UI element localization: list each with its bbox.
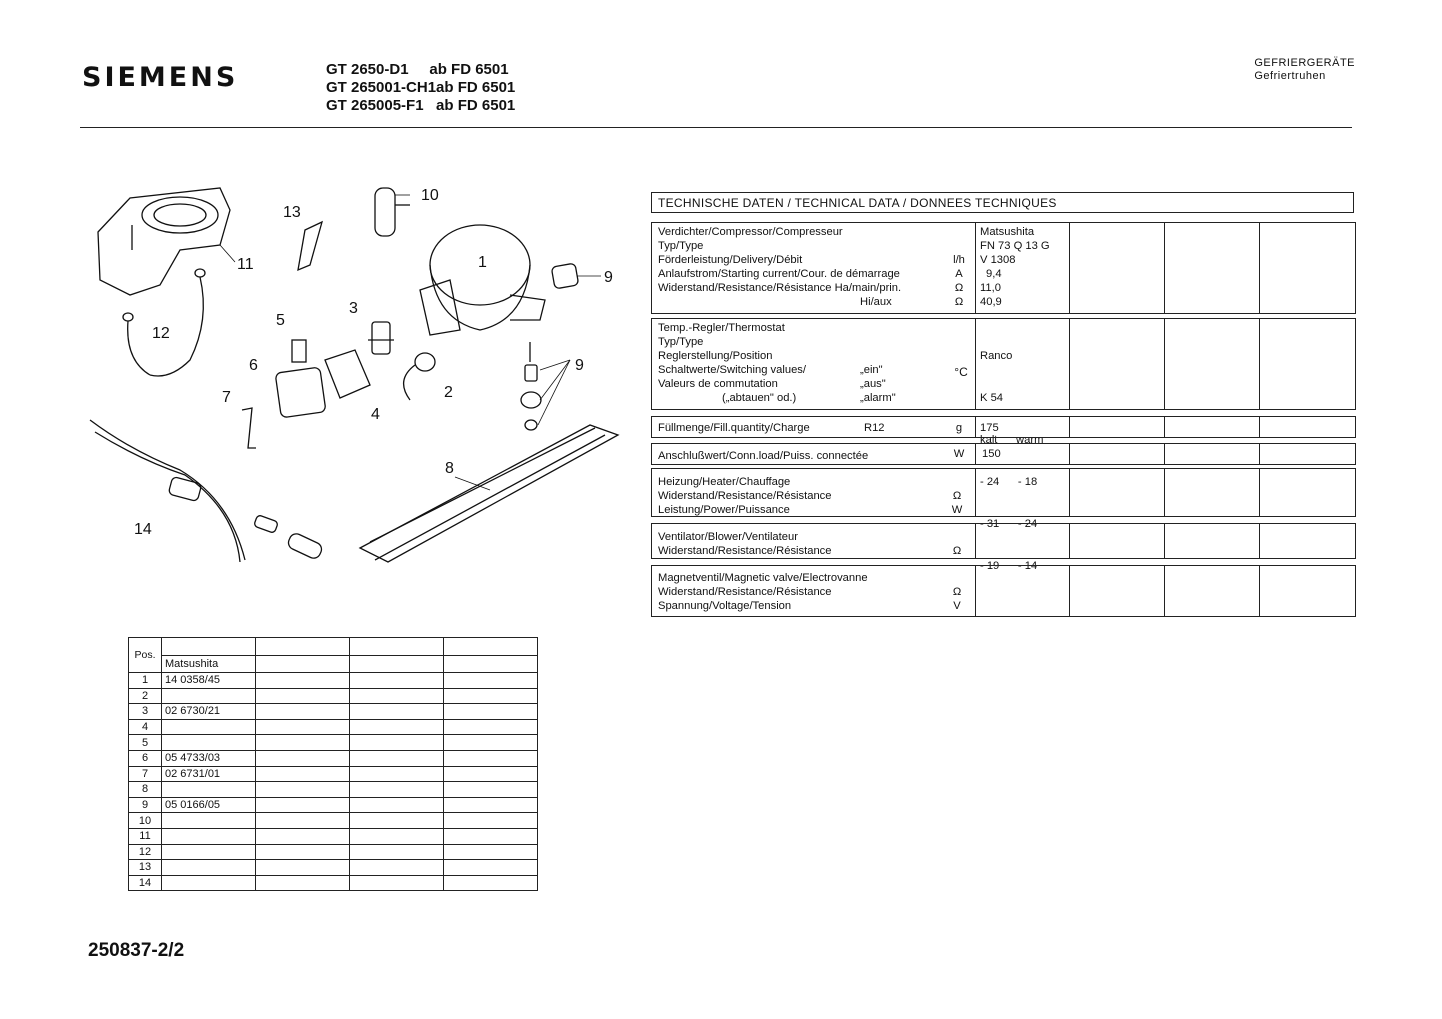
empty-cell — [350, 782, 444, 798]
pos-cell: 8 — [129, 782, 162, 798]
col-divider — [1259, 319, 1260, 409]
terminal-part-4 — [325, 350, 370, 398]
empty-cell — [350, 719, 444, 735]
value: FN 73 Q 13 G — [980, 240, 1050, 252]
row-label: Förderleistung/Delivery/Débit — [658, 254, 803, 266]
table-row — [129, 750, 538, 766]
grommet-part-9-top — [551, 263, 578, 289]
table-row — [129, 688, 538, 704]
row-label: Magnetventil/Magnetic valve/Electrovanne — [658, 572, 868, 584]
part-number-cell: 05 4733/03 — [162, 750, 256, 766]
empty-cell — [256, 766, 350, 782]
empty-cell — [256, 750, 350, 766]
part-number-cell: 05 0166/05 — [162, 797, 256, 813]
part-number-cell — [162, 828, 256, 844]
callout-4: 4 — [371, 406, 380, 423]
col-divider — [1164, 444, 1165, 464]
category-label — [1254, 57, 1355, 83]
pos-cell: 3 — [129, 704, 162, 720]
bracket-part-13 — [298, 222, 322, 270]
unit: V — [953, 600, 961, 612]
header-cell — [350, 638, 444, 656]
part-number-cell — [162, 735, 256, 751]
empty-cell — [350, 735, 444, 751]
col-divider — [1259, 223, 1260, 313]
row-label: Widerstand/Resistance/Résistance — [658, 545, 832, 557]
empty-cell — [444, 766, 538, 782]
housing-part-11 — [98, 188, 230, 295]
valve-block — [651, 565, 1356, 617]
pos-cell: 2 — [129, 688, 162, 704]
unit — [946, 571, 968, 585]
header-cell — [444, 638, 538, 656]
table-row — [129, 782, 538, 798]
pos-cell: 9 — [129, 797, 162, 813]
blower-units — [946, 530, 968, 558]
fill-value: 175 — [980, 422, 999, 434]
empty-cell — [444, 719, 538, 735]
row-label: Ventilator/Blower/Ventilateur — [658, 531, 798, 543]
empty-cell — [444, 688, 538, 704]
part-number-cell — [162, 875, 256, 891]
callout-6: 6 — [249, 357, 258, 374]
spring-part-7 — [242, 408, 256, 448]
unit — [946, 475, 968, 489]
col-divider — [1069, 469, 1070, 516]
table-row — [129, 813, 538, 829]
sensor-part-12 — [123, 269, 205, 376]
col-divider — [1259, 417, 1260, 437]
valve-units — [946, 571, 968, 613]
row-label: Verdichter/Compressor/Compresseur — [658, 226, 843, 238]
state: „ein" — [860, 364, 883, 376]
header-cell — [350, 656, 444, 673]
col-divider — [975, 444, 976, 464]
empty-cell — [256, 704, 350, 720]
callout-1: 1 — [478, 254, 487, 271]
pos-cell: 14 — [129, 875, 162, 891]
col-divider — [975, 469, 976, 516]
empty-cell — [256, 813, 350, 829]
empty-cell — [350, 875, 444, 891]
row-label: Hi/aux — [860, 296, 892, 308]
value: K 54 — [980, 392, 1004, 404]
part-number-cell — [162, 844, 256, 860]
empty-cell — [444, 704, 538, 720]
compressor-block — [651, 222, 1356, 314]
row-label: Reglerstellung/Position — [658, 350, 773, 362]
parts-table — [128, 637, 538, 891]
supplier-header: Matsushita — [162, 656, 256, 673]
row-label: Widerstand/Resistance/Résistance Ha/main/prin. — [658, 282, 902, 294]
parts-table-wrap — [128, 637, 538, 891]
table-row — [129, 844, 538, 860]
part-number-cell: 02 6731/01 — [162, 766, 256, 782]
hardware-part-9 — [521, 342, 541, 430]
row-label: Spannung/Voltage/Tension — [658, 600, 792, 612]
unit — [948, 225, 970, 239]
parts-table-body — [129, 673, 538, 891]
compressor-values — [980, 225, 1072, 309]
part-number-cell — [162, 719, 256, 735]
unit: Ω — [952, 490, 962, 502]
part-number-cell — [162, 782, 256, 798]
state — [860, 349, 896, 363]
state — [860, 335, 896, 349]
table-row — [129, 860, 538, 876]
col-divider — [1259, 469, 1260, 516]
pos-cell: 6 — [129, 750, 162, 766]
empty-cell — [350, 673, 444, 689]
parts-diagram — [70, 170, 640, 590]
header-cell — [162, 638, 256, 656]
value: 9,4 — [986, 268, 1002, 280]
subcategory: Gefriertruhen — [1254, 70, 1326, 82]
empty-cell — [350, 688, 444, 704]
empty-cell — [256, 875, 350, 891]
table-row — [129, 704, 538, 720]
row-label: Leistung/Power/Puissance — [658, 504, 790, 516]
conn-unit: W — [953, 448, 965, 460]
row-label: Heizung/Heater/Chauffage — [658, 476, 791, 488]
empty-cell — [444, 782, 538, 798]
part-number-cell — [162, 688, 256, 704]
empty-cell — [350, 844, 444, 860]
part-number-cell: 14 0358/45 — [162, 673, 256, 689]
table-row — [129, 875, 538, 891]
empty-cell — [444, 813, 538, 829]
header-divider — [80, 127, 1352, 128]
empty-cell — [444, 844, 538, 860]
callout-11: 11 — [237, 256, 254, 273]
tech-data-title: TECHNISCHE DATEN / TECHNICAL DATA / DONNEES TECHNIQUES — [651, 192, 1354, 213]
col-divider — [975, 319, 976, 409]
value: - 31 - 24 — [980, 518, 1038, 530]
state: „alarm" — [860, 392, 896, 404]
unit: Ω — [952, 586, 962, 598]
callout-9a: 9 — [604, 269, 613, 286]
table-row — [129, 797, 538, 813]
col-divider — [1259, 524, 1260, 558]
row-label: Typ/Type — [658, 240, 704, 252]
plug-part-6 — [275, 367, 326, 418]
unit: W — [951, 504, 963, 516]
empty-cell — [256, 828, 350, 844]
category: GEFRIERGERÄTE — [1254, 57, 1355, 69]
empty-cell — [350, 813, 444, 829]
unit: A — [955, 268, 963, 280]
table-header-row — [129, 656, 538, 673]
pos-header: Pos. — [129, 638, 162, 673]
row-label: Widerstand/Resistance/Résistance — [658, 586, 832, 598]
empty-cell — [350, 766, 444, 782]
header-cell — [256, 656, 350, 673]
model-line: GT 265001-CH1ab FD 6501 — [326, 79, 516, 96]
col-divider — [1259, 566, 1260, 616]
blower-block — [651, 523, 1356, 559]
compressor-labels — [658, 225, 948, 309]
heater-labels — [658, 475, 948, 517]
col-divider — [1259, 444, 1260, 464]
pos-cell: 11 — [129, 828, 162, 844]
fill-unit: g — [955, 422, 963, 434]
empty-cell — [444, 750, 538, 766]
col-divider — [1164, 524, 1165, 558]
pos-cell: 5 — [129, 735, 162, 751]
thermostat-states — [860, 321, 896, 405]
model-line: GT 2650-D1 ab FD 6501 — [326, 61, 509, 78]
callout-7: 7 — [222, 389, 231, 406]
table-header-row — [129, 638, 538, 656]
row-label: Typ/Type — [658, 336, 704, 348]
value: 11,0 — [980, 282, 1001, 294]
col-divider — [975, 566, 976, 616]
celsius-unit: °C — [954, 365, 968, 379]
col-divider — [1164, 469, 1165, 516]
callout-2: 2 — [444, 384, 453, 401]
col-divider — [975, 417, 976, 437]
col-divider — [1164, 566, 1165, 616]
empty-cell — [444, 797, 538, 813]
conn-value: 150 — [982, 448, 1001, 460]
compressor-units — [948, 225, 970, 309]
unit: l/h — [953, 254, 965, 266]
thermostat-labels — [658, 321, 948, 405]
conn-label: Anschlußwert/Conn.load/Puiss. connectée — [658, 450, 869, 462]
callout-3: 3 — [349, 300, 358, 317]
callout-13: 13 — [283, 204, 301, 221]
state: „aus" — [860, 378, 886, 390]
callout-14: 14 — [134, 521, 152, 538]
value: 40,9 — [980, 296, 1002, 308]
row-label: Valeurs de commutation — [658, 378, 778, 390]
col-divider — [975, 223, 976, 313]
col-divider — [1069, 524, 1070, 558]
brand-logo: SIEMENS — [82, 62, 239, 93]
callout-numbers — [134, 187, 613, 538]
relay-part-3 — [368, 322, 394, 354]
empty-cell — [256, 797, 350, 813]
empty-cell — [256, 673, 350, 689]
row-label: Widerstand/Resistance/Résistance — [658, 490, 832, 502]
value: kalt warm — [980, 434, 1044, 446]
row-label: Temp.-Regler/Thermostat — [658, 322, 785, 334]
empty-cell — [256, 844, 350, 860]
empty-cell — [350, 860, 444, 876]
value: Ranco — [980, 350, 1013, 362]
fill-block — [651, 416, 1356, 438]
part-number-cell: 02 6730/21 — [162, 704, 256, 720]
table-row — [129, 673, 538, 689]
state — [860, 321, 896, 335]
blower-labels — [658, 530, 948, 558]
unit: Ω — [954, 296, 964, 308]
callout-8: 8 — [445, 460, 454, 477]
row-label: („abtauen" od.) — [722, 392, 797, 404]
model-list — [326, 61, 515, 115]
pos-cell: 1 — [129, 673, 162, 689]
col-divider — [1164, 417, 1165, 437]
value: V 1308 — [980, 254, 1016, 266]
header-cell — [256, 638, 350, 656]
empty-cell — [256, 735, 350, 751]
empty-cell — [256, 860, 350, 876]
clip-part-5 — [292, 340, 306, 362]
part-number-cell — [162, 860, 256, 876]
fill-label: Füllmenge/Fill.quantity/Charge — [658, 422, 810, 434]
empty-cell — [256, 688, 350, 704]
empty-cell — [444, 860, 538, 876]
row-label: Anlaufstrom/Starting current/Cour. de démarrage — [658, 268, 900, 280]
value: - 24 - 18 — [980, 476, 1038, 488]
empty-cell — [256, 782, 350, 798]
part-number-cell — [162, 813, 256, 829]
heater-block — [651, 468, 1356, 517]
refrigerant: R12 — [864, 422, 885, 434]
valve-labels — [658, 571, 948, 613]
cable-part-14 — [90, 420, 324, 562]
empty-cell — [256, 719, 350, 735]
unit: Ω — [952, 545, 962, 557]
unit — [946, 530, 968, 544]
table-row — [129, 719, 538, 735]
empty-cell — [350, 828, 444, 844]
pos-cell: 12 — [129, 844, 162, 860]
callout-12: 12 — [152, 325, 170, 342]
overload-part-2 — [404, 353, 435, 400]
empty-cell — [444, 875, 538, 891]
empty-cell — [350, 797, 444, 813]
empty-cell — [350, 704, 444, 720]
callout-10: 10 — [421, 187, 439, 204]
unit — [948, 239, 970, 253]
table-row — [129, 766, 538, 782]
table-row — [129, 735, 538, 751]
callout-9b: 9 — [575, 357, 584, 374]
document-number: 250837-2/2 — [88, 940, 185, 961]
row-label: Schaltwerte/Switching values/ — [658, 364, 806, 376]
col-divider — [1164, 319, 1165, 409]
empty-cell — [444, 828, 538, 844]
unit: Ω — [954, 282, 964, 294]
empty-cell — [444, 673, 538, 689]
heater-units — [946, 475, 968, 517]
compressor-part-1 — [420, 225, 545, 335]
col-divider — [975, 524, 976, 558]
empty-cell — [444, 735, 538, 751]
rail-part-8 — [360, 425, 618, 562]
conn-block — [651, 443, 1356, 465]
header-cell — [444, 656, 538, 673]
value: Matsushita — [980, 226, 1035, 238]
callout-5: 5 — [276, 312, 285, 329]
pos-cell: 10 — [129, 813, 162, 829]
value: - 19 - 14 — [980, 560, 1038, 572]
pos-cell: 7 — [129, 766, 162, 782]
empty-cell — [350, 750, 444, 766]
pos-cell: 4 — [129, 719, 162, 735]
col-divider — [1164, 223, 1165, 313]
pos-cell: 13 — [129, 860, 162, 876]
col-divider — [1069, 566, 1070, 616]
model-line: GT 265005-F1 ab FD 6501 — [326, 97, 516, 114]
table-row — [129, 828, 538, 844]
